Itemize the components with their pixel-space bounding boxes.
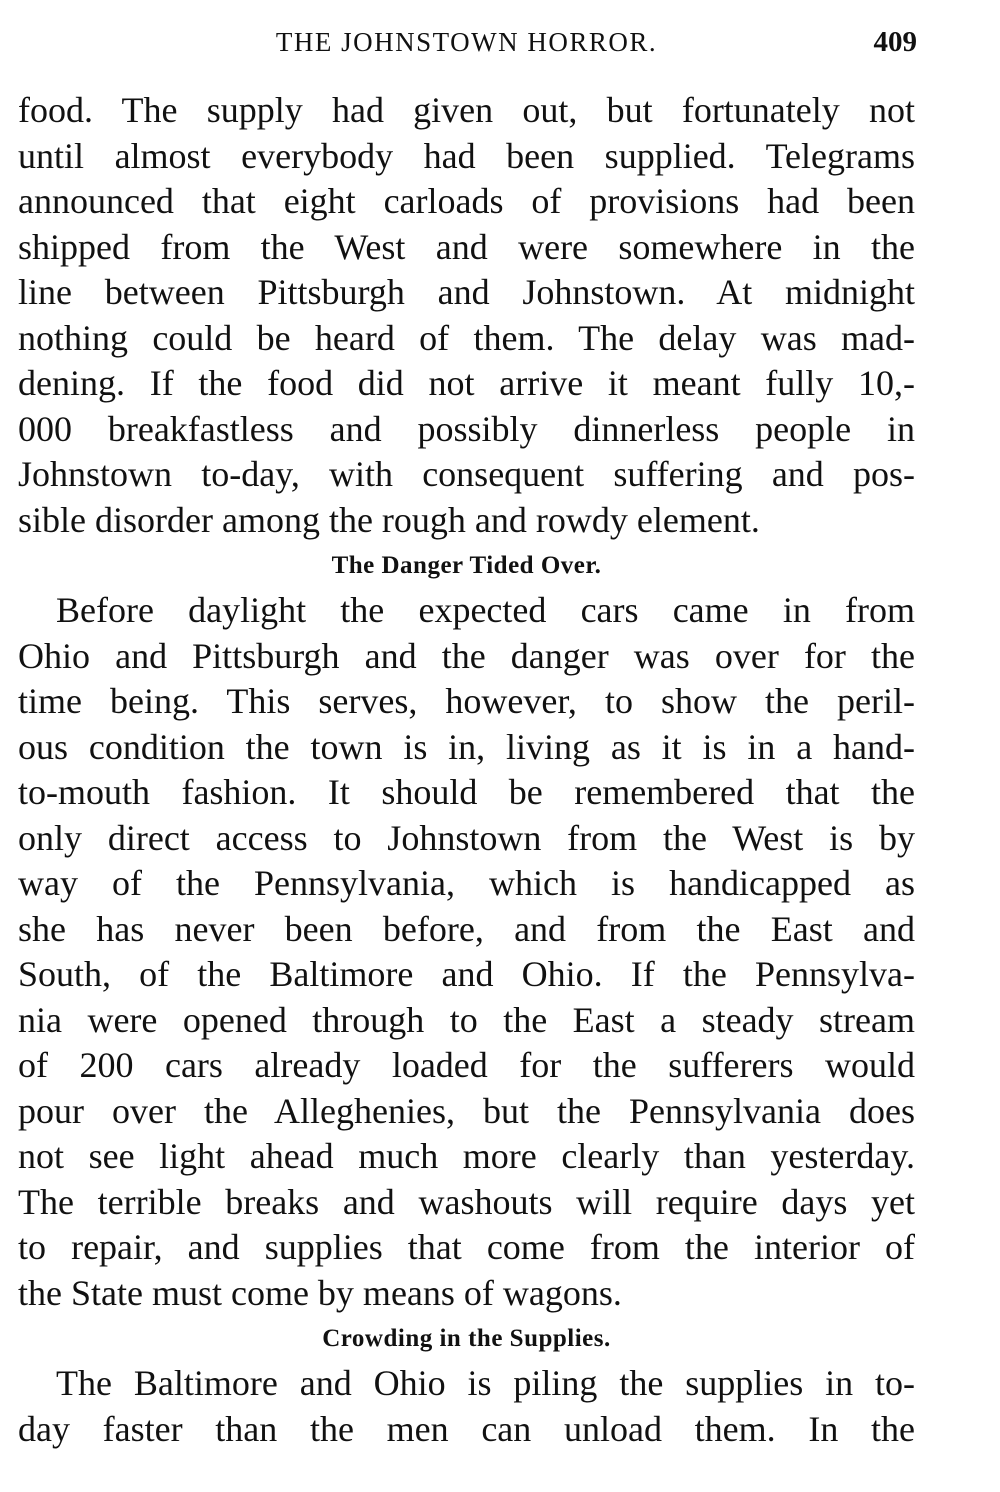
text-line: of 200 cars already loaded for the sufferers would <box>18 1045 915 1085</box>
section-heading: Crowding in the Supplies. <box>322 1325 611 1352</box>
text-line: ous condition the town is in, living as it is in a hand- <box>18 726 915 767</box>
text-line: nothing could be heard of them. The delay was mad- <box>18 317 915 358</box>
text-line: only direct access to Johnstown from the West is by <box>18 817 915 858</box>
page-number: 409 <box>873 26 917 58</box>
text-line: South, of the Baltimore and Ohio. If the Pennsylva- <box>18 954 915 994</box>
text-line: time being. This serves, however, to show the peril- <box>18 681 915 721</box>
text-line: Johnstown to-day, with consequent suffering and pos- <box>18 454 915 494</box>
text-line: nia were opened through to the East a steady stream <box>18 999 915 1040</box>
text-line: announced that eight carloads of provisions had been <box>18 181 915 221</box>
text-line: line between Pittsburgh and Johnstown. At midnight <box>18 272 915 312</box>
body-text <box>18 88 915 1452</box>
text-line: sible disorder among the rough and rowdy element. <box>18 499 760 540</box>
text-line: to-mouth fashion. It should be remembered that the <box>18 772 915 812</box>
text-line: shipped from the West and were somewhere in the <box>18 226 915 267</box>
running-head <box>18 22 915 62</box>
text-line: Ohio and Pittsburgh and the danger was over for the <box>18 635 915 676</box>
text-line: she has never been before, and from the East and <box>18 908 915 949</box>
text-line: 000 breakfastless and possibly dinnerless people in <box>18 408 915 449</box>
text-line: day faster than the men can unload them. In the <box>18 1408 915 1449</box>
text-line: pour over the Alleghenies, but the Pennsylvania does <box>18 1090 915 1131</box>
text-line: to repair, and supplies that come from the interior of <box>18 1227 915 1267</box>
text-line: The Baltimore and Ohio is piling the supplies in to- <box>56 1363 915 1403</box>
text-line: not see light ahead much more clearly than yesterday. <box>18 1136 915 1176</box>
text-line: until almost everybody had been supplied. Telegrams <box>18 135 915 176</box>
section-heading: The Danger Tided Over. <box>331 552 602 579</box>
text-line: dening. If the food did not arrive it meant fully 10,- <box>18 363 915 403</box>
text-line: The terrible breaks and washouts will require days yet <box>18 1181 915 1222</box>
text-line: the State must come by means of wagons. <box>18 1272 622 1313</box>
text-line: way of the Pennsylvania, which is handicapped as <box>18 863 915 903</box>
running-title: THE JOHNSTOWN HORROR. <box>275 27 658 57</box>
text-line: Before daylight the expected cars came in from <box>56 590 915 630</box>
text-line: food. The supply had given out, but fortunately not <box>18 90 915 130</box>
